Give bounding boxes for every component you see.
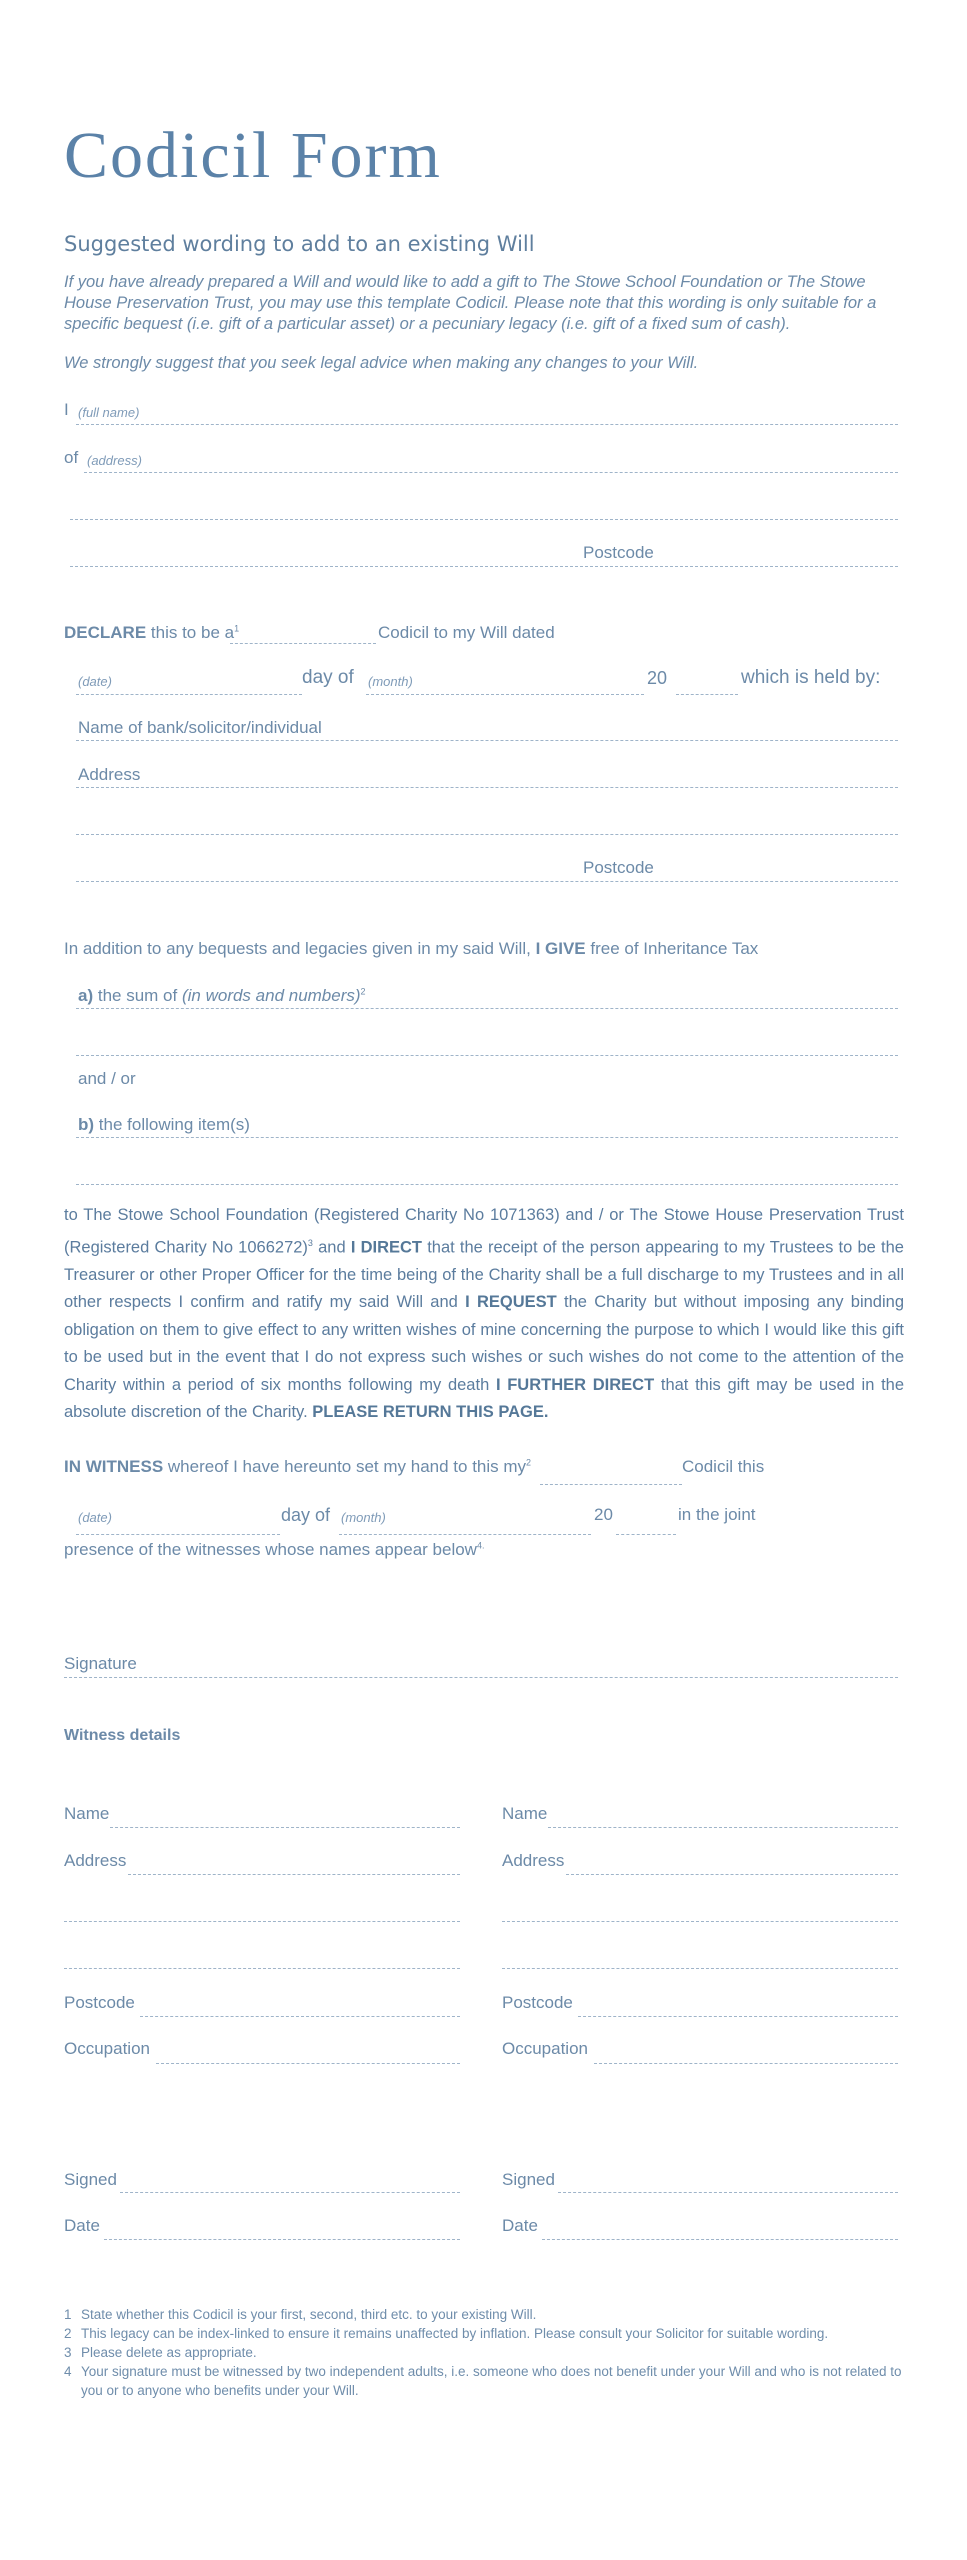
- witness2-address-field-2[interactable]: [502, 1921, 898, 1922]
- footnote-2: [64, 2324, 904, 2343]
- witness-month-hint: (month): [341, 1510, 386, 1525]
- gift-intro-b: free of Inheritance Tax: [590, 939, 759, 958]
- advice-text: We strongly suggest that you seek legal advice when making any changes to your Will.: [64, 354, 699, 372]
- page-subtitle: Suggested wording to add to an existing Will: [64, 232, 535, 256]
- codicil-to-will-text: Codicil to my Will dated: [378, 623, 555, 642]
- declare-line: [64, 623, 239, 643]
- witness1-occupation-label: Occupation: [64, 2039, 150, 2058]
- will-month-field[interactable]: [366, 694, 644, 695]
- witness2-address-field-3[interactable]: [502, 1968, 898, 1969]
- holder-postcode-field[interactable]: [76, 881, 898, 882]
- gift-b-label: b): [78, 1115, 95, 1134]
- footnote-ref-4: 4.: [476, 1540, 485, 1551]
- year-prefix: 20: [647, 668, 668, 688]
- footnote-3: [64, 2343, 904, 2362]
- witness1-address-field-3[interactable]: [64, 1968, 460, 1969]
- holder-postcode-label: Postcode: [583, 858, 654, 877]
- witness1-name-label: Name: [64, 1804, 110, 1823]
- gift-a-text: the sum of: [97, 986, 178, 1005]
- gift-sum-field-1[interactable]: [76, 1008, 898, 1009]
- gift-b-line: [78, 1115, 250, 1135]
- witness-clause-text: whereof I have hereunto set my hand to this my: [167, 1457, 527, 1476]
- witness1-date-field[interactable]: [104, 2239, 460, 2240]
- footnote-1: [64, 2305, 904, 2324]
- footnote-num: 3: [64, 2345, 72, 2360]
- gift-items-field-1[interactable]: [76, 1137, 898, 1138]
- gift-b-text: the following item(s): [98, 1115, 250, 1134]
- footnotes: [64, 2305, 904, 2400]
- footnote-text: This legacy can be index-linked to ensure it remains unaffected by inflation. Please consult your Solicitor for suitable wording.: [81, 2326, 829, 2341]
- para-part-3: that the receipt of the person appearing to my Trustees to be the Treasurer or other Proper Officer for the time being of the Charity shall be a full discharge to my Trustees and in all other respects I confirm and ratify my said Will and: [64, 1238, 904, 1311]
- witness-month-field[interactable]: [339, 1534, 591, 1535]
- footnote-ref-2: 2: [360, 986, 366, 997]
- witness2-postcode-label: Postcode: [502, 1993, 573, 2012]
- witness1-signed-label: Signed: [64, 2170, 117, 2189]
- witness1-occupation-field[interactable]: [156, 2063, 460, 2064]
- full-name-field[interactable]: [76, 424, 898, 425]
- presence-line: [64, 1540, 484, 1560]
- footnote-num: 4: [64, 2364, 72, 2379]
- witness2-name-label: Name: [502, 1804, 548, 1823]
- codicil-number-field[interactable]: [230, 643, 376, 644]
- gift-a-line: [78, 986, 366, 1006]
- witness1-postcode-label: Postcode: [64, 1993, 135, 2012]
- legal-paragraph: [64, 1202, 904, 1427]
- footnote-ref-3: 3: [307, 1237, 313, 1248]
- and-or-text: and / or: [78, 1069, 136, 1088]
- declare-word: DECLARE: [64, 623, 147, 642]
- gift-a-label: a): [78, 986, 94, 1005]
- witness2-address-label: Address: [502, 1851, 565, 1870]
- signature-field[interactable]: [64, 1677, 898, 1678]
- address-hint: (address): [87, 453, 142, 468]
- witness2-date-field[interactable]: [542, 2239, 898, 2240]
- declare-text: this to be a: [150, 623, 235, 642]
- footnote-ref-2b: 2: [526, 1457, 532, 1468]
- gift-sum-field-2[interactable]: [76, 1055, 898, 1056]
- day-of-text: day of: [302, 667, 354, 688]
- para-part-5: that this gift may be used in the absolute discretion of the Charity.: [64, 1375, 905, 1421]
- witness1-address-field-1[interactable]: [128, 1874, 460, 1875]
- bank-field[interactable]: [76, 740, 898, 741]
- signature-label: Signature: [64, 1654, 137, 1673]
- held-by-text: which is held by:: [741, 667, 881, 688]
- witness-year-prefix: 20: [594, 1505, 613, 1524]
- bank-label: Name of bank/solicitor/individual: [78, 718, 322, 737]
- footnote-ref-1: 1: [234, 623, 240, 634]
- witness2-postcode-field[interactable]: [578, 2016, 898, 2017]
- witness2-address-field-1[interactable]: [566, 1874, 898, 1875]
- in-witness: IN WITNESS: [64, 1457, 164, 1476]
- para-part-1: to The Stowe School Foundation (Registered Charity No 1071363) and / or The Stowe House Preservation Trust (Registered Charity No 1066272): [64, 1206, 904, 1256]
- holder-address-label: Address: [78, 765, 141, 784]
- address-field-2[interactable]: [70, 519, 898, 520]
- will-date-field[interactable]: [76, 694, 302, 695]
- footnote-num: 1: [64, 2307, 72, 2322]
- i-further-direct: I FURTHER DIRECT: [495, 1375, 655, 1394]
- postcode-label: Postcode: [583, 543, 654, 562]
- gift-items-field-2[interactable]: [76, 1184, 898, 1185]
- footnote-4: [64, 2362, 904, 2400]
- holder-address-field-1[interactable]: [76, 787, 898, 788]
- in-the-joint-text: in the joint: [678, 1505, 756, 1524]
- will-year-field[interactable]: [676, 694, 738, 695]
- gift-intro: [64, 939, 758, 959]
- gift-a-hint: (in words and numbers): [181, 986, 361, 1005]
- please-return: PLEASE RETURN THIS PAGE.: [312, 1403, 549, 1421]
- witness2-name-field[interactable]: [548, 1827, 898, 1828]
- witness1-postcode-field[interactable]: [140, 2016, 460, 2017]
- footnote-num: 2: [64, 2326, 72, 2341]
- witness1-signed-field[interactable]: [120, 2192, 460, 2193]
- intro-text: If you have already prepared a Will and would like to add a gift to The Stowe School Foundation or The Stowe House Preservation Trust, you may use this template Codicil. Please note that this wording is only suitable for a specific bequest (i.e. gift of a particular asset) or a pecuniary legacy (i.e. gift of a fixed sum of cash).: [64, 273, 877, 333]
- codicil-this-text: Codicil this: [682, 1457, 765, 1476]
- i-give: I GIVE: [535, 939, 586, 958]
- footnote-text: State whether this Codicil is your first, second, third etc. to your existing Will.: [81, 2307, 537, 2322]
- address-field-1[interactable]: [84, 472, 898, 473]
- witness1-name-field[interactable]: [110, 1827, 460, 1828]
- date-hint: (date): [78, 674, 112, 689]
- i-direct: I DIRECT: [350, 1238, 423, 1256]
- witness2-occupation-field[interactable]: [594, 2063, 898, 2064]
- page-title: Codicil Form: [64, 119, 442, 192]
- witness1-date-label: Date: [64, 2216, 100, 2235]
- i-request: I REQUEST: [465, 1293, 557, 1311]
- holder-address-field-2[interactable]: [76, 834, 898, 835]
- witness-details-heading: Witness details: [64, 1727, 181, 1744]
- postcode-field[interactable]: [70, 566, 898, 567]
- gift-intro-a: In addition to any bequests and legacies given in my said Will,: [64, 939, 531, 958]
- witness1-address-field-2[interactable]: [64, 1921, 460, 1922]
- witness2-date-label: Date: [502, 2216, 538, 2235]
- witness2-occupation-label: Occupation: [502, 2039, 588, 2058]
- witness2-signed-label: Signed: [502, 2170, 555, 2189]
- witness-day-of: day of: [281, 1505, 331, 1525]
- footnote-text: Your signature must be witnessed by two independent adults, i.e. someone who does not benefit under your Will and who is not related to you or to anyone who benefits under your Will.: [81, 2364, 902, 2398]
- i-label: I: [64, 400, 69, 419]
- full-name-hint: (full name): [78, 405, 140, 420]
- witness-year-field[interactable]: [616, 1534, 676, 1535]
- witness-date-hint: (date): [78, 1510, 112, 1525]
- codicil-number-field-2[interactable]: [540, 1484, 682, 1485]
- of-label: of: [64, 448, 79, 467]
- para-part-4: the Charity but without imposing any binding obligation on them to give effect to any written wishes of mine concerning the purpose to which I would like this gift to be used but in the event that I do not express such wishes or such wishes do not come to the attention of the Charity within a period of six months following my death: [64, 1293, 905, 1394]
- footnote-text: Please delete as appropriate.: [81, 2345, 257, 2360]
- para-part-2: and: [312, 1238, 351, 1256]
- witness-date-field[interactable]: [76, 1534, 280, 1535]
- month-hint: (month): [368, 674, 413, 689]
- witness-clause-line: [64, 1457, 531, 1477]
- witness1-address-label: Address: [64, 1851, 127, 1870]
- witness2-signed-field[interactable]: [558, 2192, 898, 2193]
- presence-text: presence of the witnesses whose names appear below: [64, 1540, 477, 1559]
